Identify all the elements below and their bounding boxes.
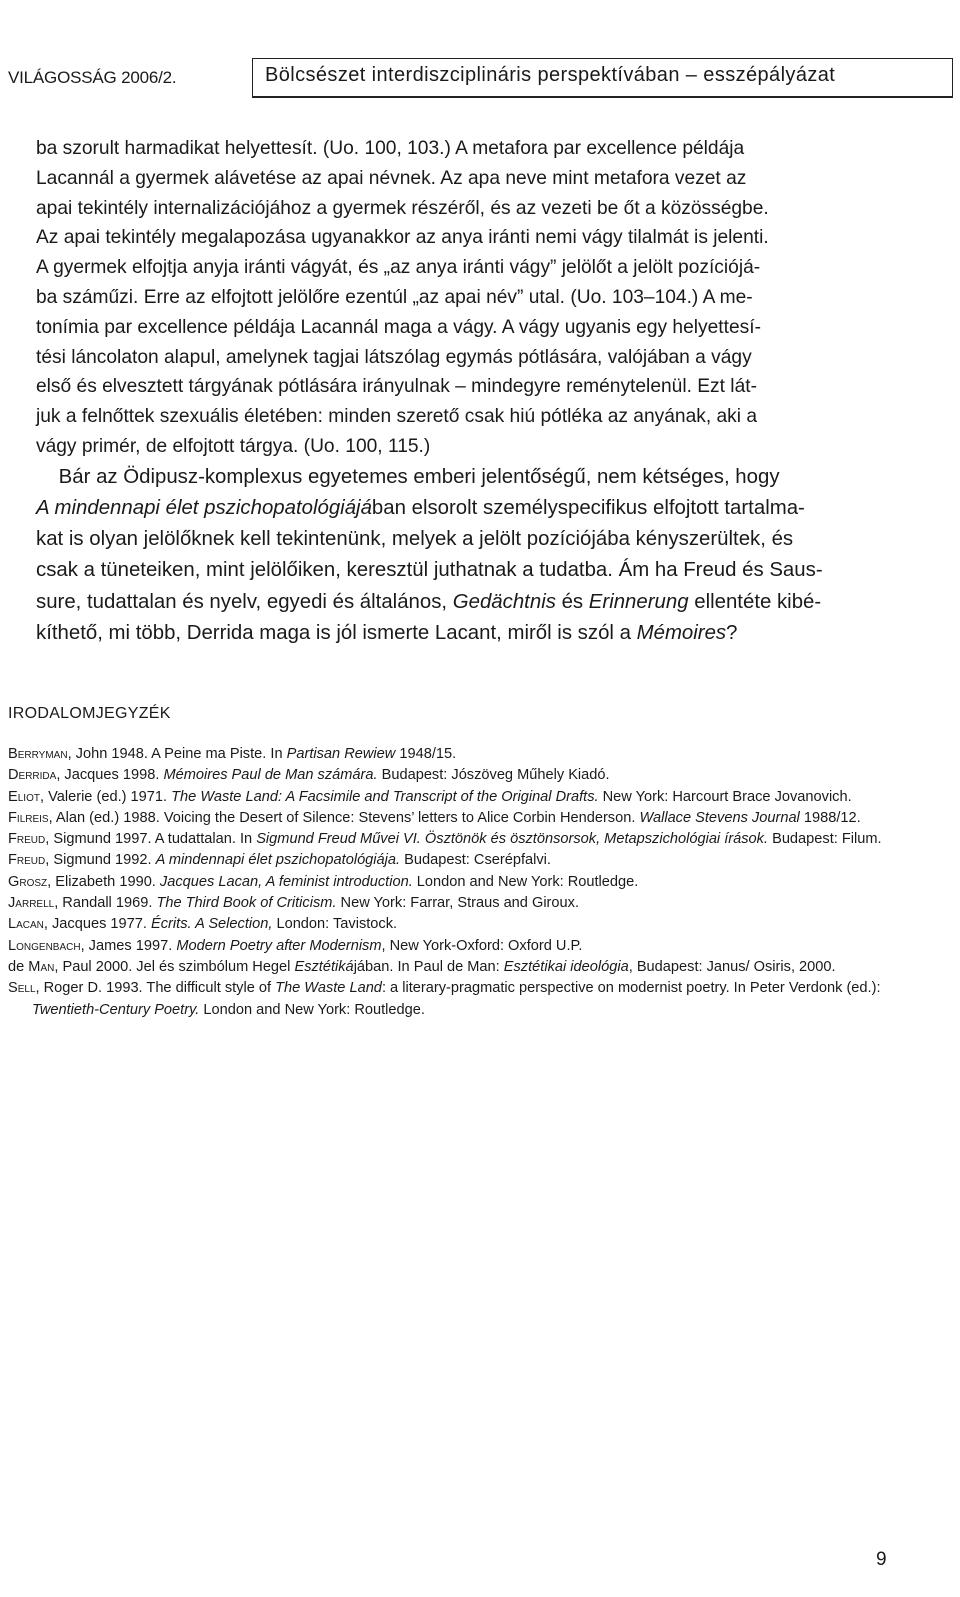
- ref-title: Mémoires Paul de Man számára.: [163, 767, 378, 784]
- reference-entry: [8, 765, 898, 786]
- author-name: Man: [28, 958, 55, 975]
- header-rule-bottom: [252, 96, 953, 98]
- book-title: Mémoires: [636, 621, 727, 644]
- term-italic: Erinnerung: [588, 590, 689, 613]
- reference-entry: [8, 957, 898, 978]
- journal-name: VILÁGOSSÁG 2006/2.: [8, 68, 177, 87]
- line-text: ?: [726, 621, 738, 644]
- ref-text: Budapest: Jószöveg Műhely Kiadó.: [377, 767, 610, 784]
- text-line: ba szorult harmadikat helyettesít. (Uo. 100, 103.) A metafora par excellence példája: [36, 138, 745, 159]
- header-rule-right: [952, 58, 953, 98]
- author-name: Longenbach: [8, 937, 81, 954]
- text-line: tési láncolaton alapul, amelynek tagjai látszólag egymás pótlására, valójában a vágy: [36, 346, 752, 368]
- ref-text: New York: Farrar, Straus and Giroux.: [336, 895, 580, 912]
- line-text: ellentéte kibé-: [688, 590, 822, 613]
- ref-title: Esztétikai ideológia: [503, 958, 629, 975]
- ref-title: Twentieth-Century Poetry.: [32, 1001, 200, 1018]
- reference-entry: [8, 850, 898, 871]
- ref-text: , Budapest: Janus/ Osiris, 2000.: [628, 958, 836, 975]
- text-line: [36, 493, 898, 524]
- ref-title: Partisan Rewiew: [286, 746, 396, 762]
- reference-entry: [8, 872, 898, 893]
- ref-title: Esztétiká: [294, 958, 354, 975]
- ref-title: The Waste Land: [275, 980, 382, 997]
- ref-text: 1988/12.: [799, 809, 861, 826]
- ref-text: , Jacques 1977.: [43, 916, 152, 933]
- author-name: Derrida: [8, 767, 57, 784]
- ref-title: Modern Poetry after Modernism: [176, 937, 382, 954]
- author-name: Freud: [8, 852, 46, 869]
- ref-text: , Jacques 1998.: [56, 767, 164, 784]
- section-title: Bölcsészet interdiszciplináris perspektívában – esszépályázat: [265, 64, 836, 86]
- ref-title: Wallace Stevens Journal: [639, 809, 800, 826]
- ref-text: London and New York: Routledge.: [199, 1001, 425, 1018]
- ref-text: jában. In Paul de Man:: [353, 958, 504, 975]
- text-line: juk a felnőttek szexuális életében: minden szerető csak hiú pótléka az anyának, aki a: [36, 406, 758, 428]
- header-rule-left: [252, 58, 253, 96]
- paragraph-2: [36, 462, 898, 649]
- ref-title: The Third Book of Criticism.: [156, 895, 337, 912]
- author-name: Eliot: [8, 788, 40, 805]
- text-line: apai tekintély internalizációjához a gyermek részéről, és az vezeti be őt a közösségbe.: [36, 197, 769, 219]
- text-line: első és elvesztett tárgyának pótlására irányulnak – mindegyre reménytelenül. Ezt lát-: [36, 376, 757, 398]
- paragraph-1: [36, 134, 898, 462]
- text-line: [36, 587, 898, 618]
- text-line: csak a tüneteiken, mint jelölőiken, keresztül juthatnak a tudatba. Ám ha Freud és Saus-: [36, 559, 823, 582]
- ref-text: : a literary-pragmatic perspective on modernist poetry. In Peter Verdonk (ed.):: [381, 980, 881, 997]
- ref-text: de: [8, 958, 29, 975]
- ref-title: Écrits. A Selection,: [151, 916, 273, 933]
- ref-text: London: Tavistock.: [272, 916, 398, 933]
- author-name: Sell: [8, 980, 36, 997]
- ref-text: London and New York: Routledge.: [412, 873, 639, 890]
- author-name: Berryman: [8, 746, 68, 762]
- article-body: [36, 134, 898, 649]
- bibliography-list: [8, 744, 898, 1021]
- ref-text: , Roger D. 1993. The difficult style of: [35, 980, 276, 997]
- running-header: [0, 58, 952, 96]
- line-text: sure, tudattalan és nyelv, egyedi és általános,: [36, 590, 453, 613]
- reference-entry: [8, 744, 898, 765]
- ref-text: 1948/15.: [395, 746, 457, 762]
- reference-entry: [8, 893, 898, 914]
- author-name: Jarrell: [8, 895, 55, 912]
- book-title: A mindennapi élet pszichopatológiájá: [36, 496, 372, 519]
- reference-entry: [8, 808, 898, 829]
- text-line: Lacannál a gyermek alávetése az apai névnek. Az apa neve mint metafora vezet az: [36, 167, 747, 189]
- ref-text: , New York-Oxford: Oxford U.P.: [381, 937, 583, 954]
- text-line: [36, 462, 898, 493]
- text-line: [36, 618, 898, 649]
- ref-text: , Randall 1969.: [54, 895, 157, 912]
- ref-title: A mindennapi élet pszichopatológiája.: [155, 852, 401, 869]
- ref-text: , John 1948. A Peine ma Piste. In: [67, 746, 287, 762]
- author-name: Lacan: [8, 916, 44, 933]
- term-italic: Gedächtnis: [452, 590, 556, 613]
- text-line: Az apai tekintély megalapozása ugyanakkor az anya iránti nemi vágy tilalmát is jelenti.: [36, 227, 769, 249]
- ref-title: The Waste Land: A Facsimile and Transcript of the Original Drafts.: [171, 788, 599, 805]
- line-text: és: [555, 590, 589, 613]
- author-name: Grosz: [8, 873, 48, 890]
- text-line: kat is olyan jelölőknek kell tekintenünk, melyek a jelölt pozíciójába kényszerültek, és: [36, 528, 794, 551]
- line-text: Bár az Ödipusz-komplexus egyetemes emberi jelentőségű, nem kétséges, hogy: [58, 465, 780, 488]
- ref-text: New York: Harcourt Brace Jovanovich.: [598, 788, 852, 805]
- ref-title: Jacques Lacan, A feminist introduction.: [159, 873, 413, 890]
- reference-entry: [8, 829, 898, 850]
- reference-entry: [8, 787, 898, 808]
- reference-entry: [8, 978, 898, 1021]
- author-name: Freud: [8, 831, 46, 848]
- ref-text: , Alan (ed.) 1988. Voicing the Desert of Silence: Stevens’ letters to Alice Corbin Henderson.: [48, 809, 640, 826]
- line-text: ban elsorolt személyspecifikus elfojtott tartalma-: [371, 496, 805, 519]
- ref-text: , James 1997.: [80, 937, 177, 954]
- ref-text: , Paul 2000. Jel és szimbólum Hegel: [54, 958, 295, 975]
- ref-text: , Sigmund 1997. A tudattalan. In: [45, 831, 257, 848]
- ref-text: Budapest: Cserépfalvi.: [400, 852, 551, 869]
- ref-text: Budapest: Filum.: [768, 831, 882, 848]
- reference-entry: [8, 936, 898, 957]
- ref-text: , Valerie (ed.) 1971.: [39, 788, 172, 805]
- ref-text: , Sigmund 1992.: [45, 852, 156, 869]
- reference-entry: [8, 914, 898, 935]
- text-line: A gyermek elfojtja anyja iránti vágyát, és „az anya iránti vágy” jelölőt a jelölt pozíciójá-: [36, 257, 761, 279]
- bibliography-heading: IRODALOMJEGYZÉK: [8, 705, 171, 722]
- text-line: vágy primér, de elfojtott tárgya. (Uo. 100, 115.): [36, 435, 431, 457]
- ref-title: Sigmund Freud Művei VI. Ösztönök és ösztönsorsok, Metapszichológiai írások.: [256, 831, 769, 848]
- text-line: tonímia par excellence példája Lacannál maga a vágy. A vágy ugyanis egy helyettesí-: [36, 316, 761, 338]
- ref-text: , Elizabeth 1990.: [47, 873, 160, 890]
- header-rule-top: [252, 58, 953, 59]
- text-line: ba száműzi. Erre az elfojtott jelölőre ezentúl „az apai név” utal. (Uo. 103–104.) A me-: [36, 286, 753, 308]
- author-name: Filreis: [8, 809, 49, 826]
- page-number: 9: [876, 1549, 887, 1570]
- line-text: kíthető, mi több, Derrida maga is jól ismerte Lacant, miről is szól a: [36, 621, 637, 644]
